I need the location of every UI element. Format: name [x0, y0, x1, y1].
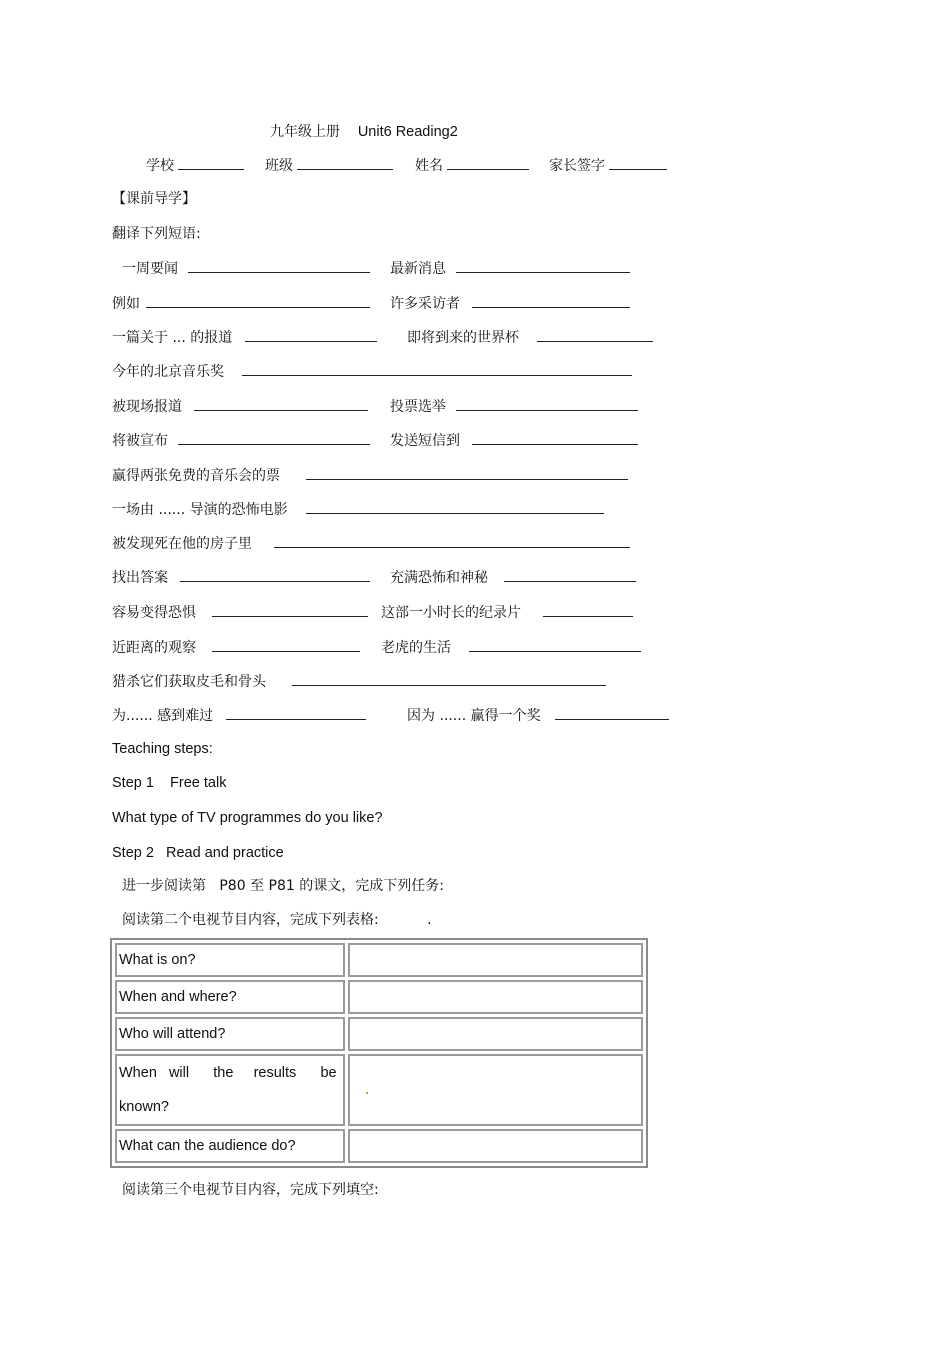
phrase-label: 最新消息 — [390, 261, 446, 277]
title-en: Unit6 Reading2 — [357, 124, 458, 140]
phrase-item — [381, 637, 641, 658]
table-question — [115, 1054, 345, 1126]
name-label: 姓名 — [415, 158, 443, 174]
phrase-item — [112, 293, 370, 314]
step2: Step 2 Read and practice — [112, 845, 284, 861]
phrase-label: 即将到来的世界杯 — [407, 330, 519, 346]
name-field[interactable] — [447, 155, 529, 170]
parent-field[interactable] — [609, 155, 667, 170]
answer-blank[interactable] — [537, 327, 653, 342]
phrase-label: 找出答案 — [112, 570, 168, 586]
answer-blank[interactable] — [555, 705, 669, 720]
table-row — [115, 980, 643, 1014]
phrase-item — [407, 327, 653, 348]
phrase-item — [390, 430, 638, 451]
table-answer-cell[interactable] — [348, 943, 643, 977]
phrase-item — [112, 602, 368, 623]
answer-blank[interactable] — [194, 396, 368, 411]
info-school — [146, 155, 244, 176]
phrase-item — [390, 567, 636, 588]
phrase-item — [112, 705, 366, 726]
info-parent — [549, 155, 667, 176]
task-fill-blanks: 阅读第三个电视节目内容，完成下列填空: — [122, 1182, 379, 1198]
phrase-item — [122, 258, 370, 279]
answer-blank[interactable] — [472, 293, 630, 308]
phrase-label: 猎杀它们获取皮毛和骨头 — [112, 674, 266, 690]
phrase-item — [390, 258, 630, 279]
phrase-label: 今年的北京音乐奖 — [112, 364, 224, 380]
phrase-item — [390, 396, 638, 417]
phrase-item — [407, 705, 669, 726]
phrase-item — [112, 637, 360, 658]
answer-blank[interactable] — [212, 602, 368, 617]
table-question: What is on? — [115, 943, 345, 977]
school-field[interactable] — [178, 155, 244, 170]
phrase-item — [112, 499, 604, 520]
parent-label: 家长签字 — [549, 158, 605, 174]
phrase-item — [112, 396, 368, 417]
table-answer-cell[interactable] — [348, 980, 643, 1014]
answer-blank[interactable] — [242, 361, 632, 376]
table-question: Who will attend? — [115, 1017, 345, 1051]
phrase-label: 被发现死在他的房子里 — [112, 536, 252, 552]
phrase-label: 一篇关于 ... 的报道 — [112, 330, 233, 346]
answer-table — [110, 938, 648, 1168]
answer-blank[interactable] — [188, 258, 370, 273]
phrase-label: 为...... 感到难过 — [112, 708, 214, 724]
answer-blank[interactable] — [504, 567, 636, 582]
table-row — [115, 1129, 643, 1163]
phrase-item — [112, 465, 628, 486]
step1: Step 1 Free talk — [112, 775, 227, 791]
answer-blank[interactable] — [543, 602, 633, 617]
teaching-heading: Teaching steps: — [112, 741, 213, 757]
phrase-item — [112, 567, 370, 588]
task-table-dot: . — [427, 912, 432, 928]
answer-blank[interactable] — [180, 567, 370, 582]
task-table-text: 阅读第二个电视节目内容，完成下列表格: — [122, 912, 379, 928]
phrase-item — [112, 430, 370, 451]
answer-blank[interactable] — [212, 637, 360, 652]
title-cn: 九年级上册 — [270, 124, 340, 140]
table-answer-cell[interactable] — [348, 1129, 643, 1163]
answer-blank[interactable] — [292, 671, 606, 686]
school-label: 学校 — [146, 158, 174, 174]
phrase-item — [390, 293, 630, 314]
answer-blank[interactable] — [306, 499, 604, 514]
task-read-text: 进一步阅读第 P80 至 P81 的课文，完成下列任务: — [122, 878, 444, 894]
table-question: What can the audience do? — [115, 1129, 345, 1163]
answer-blank[interactable] — [469, 637, 641, 652]
phrase-item — [112, 327, 377, 348]
section-heading: 【课前导学】 — [112, 191, 196, 207]
phrase-label: 将被宣布 — [112, 433, 168, 449]
answer-blank[interactable] — [178, 430, 370, 445]
speck — [366, 1092, 368, 1094]
phrase-label: 许多采访者 — [390, 296, 460, 312]
phrase-label: 例如 — [112, 296, 140, 312]
phrase-label: 充满恐怖和神秘 — [390, 570, 488, 586]
phrase-label: 这部一小时长的纪录片 — [381, 605, 521, 621]
info-class — [265, 155, 393, 176]
phrase-label: 发送短信到 — [390, 433, 460, 449]
table-question-line2: known? — [119, 1099, 169, 1115]
phrase-label: 因为 ...... 赢得一个奖 — [407, 708, 541, 724]
phrase-item — [112, 361, 632, 382]
answer-blank[interactable] — [245, 327, 377, 342]
class-label: 班级 — [265, 158, 293, 174]
phrase-label: 投票选举 — [390, 399, 446, 415]
answer-blank[interactable] — [226, 705, 366, 720]
table-answer-cell[interactable] — [348, 1017, 643, 1051]
phrase-label: 近距离的观察 — [112, 640, 196, 656]
answer-blank[interactable] — [456, 396, 638, 411]
question-free-talk: What type of TV programmes do you like? — [112, 810, 383, 826]
table-question-line1: When will the results be — [119, 1065, 337, 1081]
table-row — [115, 943, 643, 977]
phrase-label: 一周要闻 — [122, 261, 178, 277]
table-row — [115, 1017, 643, 1051]
table-answer-cell[interactable] — [348, 1054, 643, 1126]
table-row — [115, 1054, 643, 1126]
phrase-label: 老虎的生活 — [381, 640, 451, 656]
phrase-label: 一场由 ...... 导演的恐怖电影 — [112, 502, 288, 518]
answer-blank[interactable] — [306, 465, 628, 480]
phrase-label: 被现场报道 — [112, 399, 182, 415]
phrase-item — [112, 671, 606, 692]
answer-blank[interactable] — [274, 533, 630, 548]
answer-blank[interactable] — [146, 293, 370, 308]
phrase-item — [112, 533, 630, 554]
phrase-item — [381, 602, 633, 623]
page-title — [270, 122, 458, 142]
phrase-label: 赢得两张免费的音乐会的票 — [112, 468, 280, 484]
class-field[interactable] — [297, 155, 393, 170]
task-table — [122, 910, 432, 930]
instruction: 翻译下列短语: — [112, 226, 201, 242]
info-name — [415, 155, 529, 176]
phrase-label: 容易变得恐惧 — [112, 605, 196, 621]
answer-blank[interactable] — [456, 258, 630, 273]
table-question: When and where? — [115, 980, 345, 1014]
answer-blank[interactable] — [472, 430, 638, 445]
